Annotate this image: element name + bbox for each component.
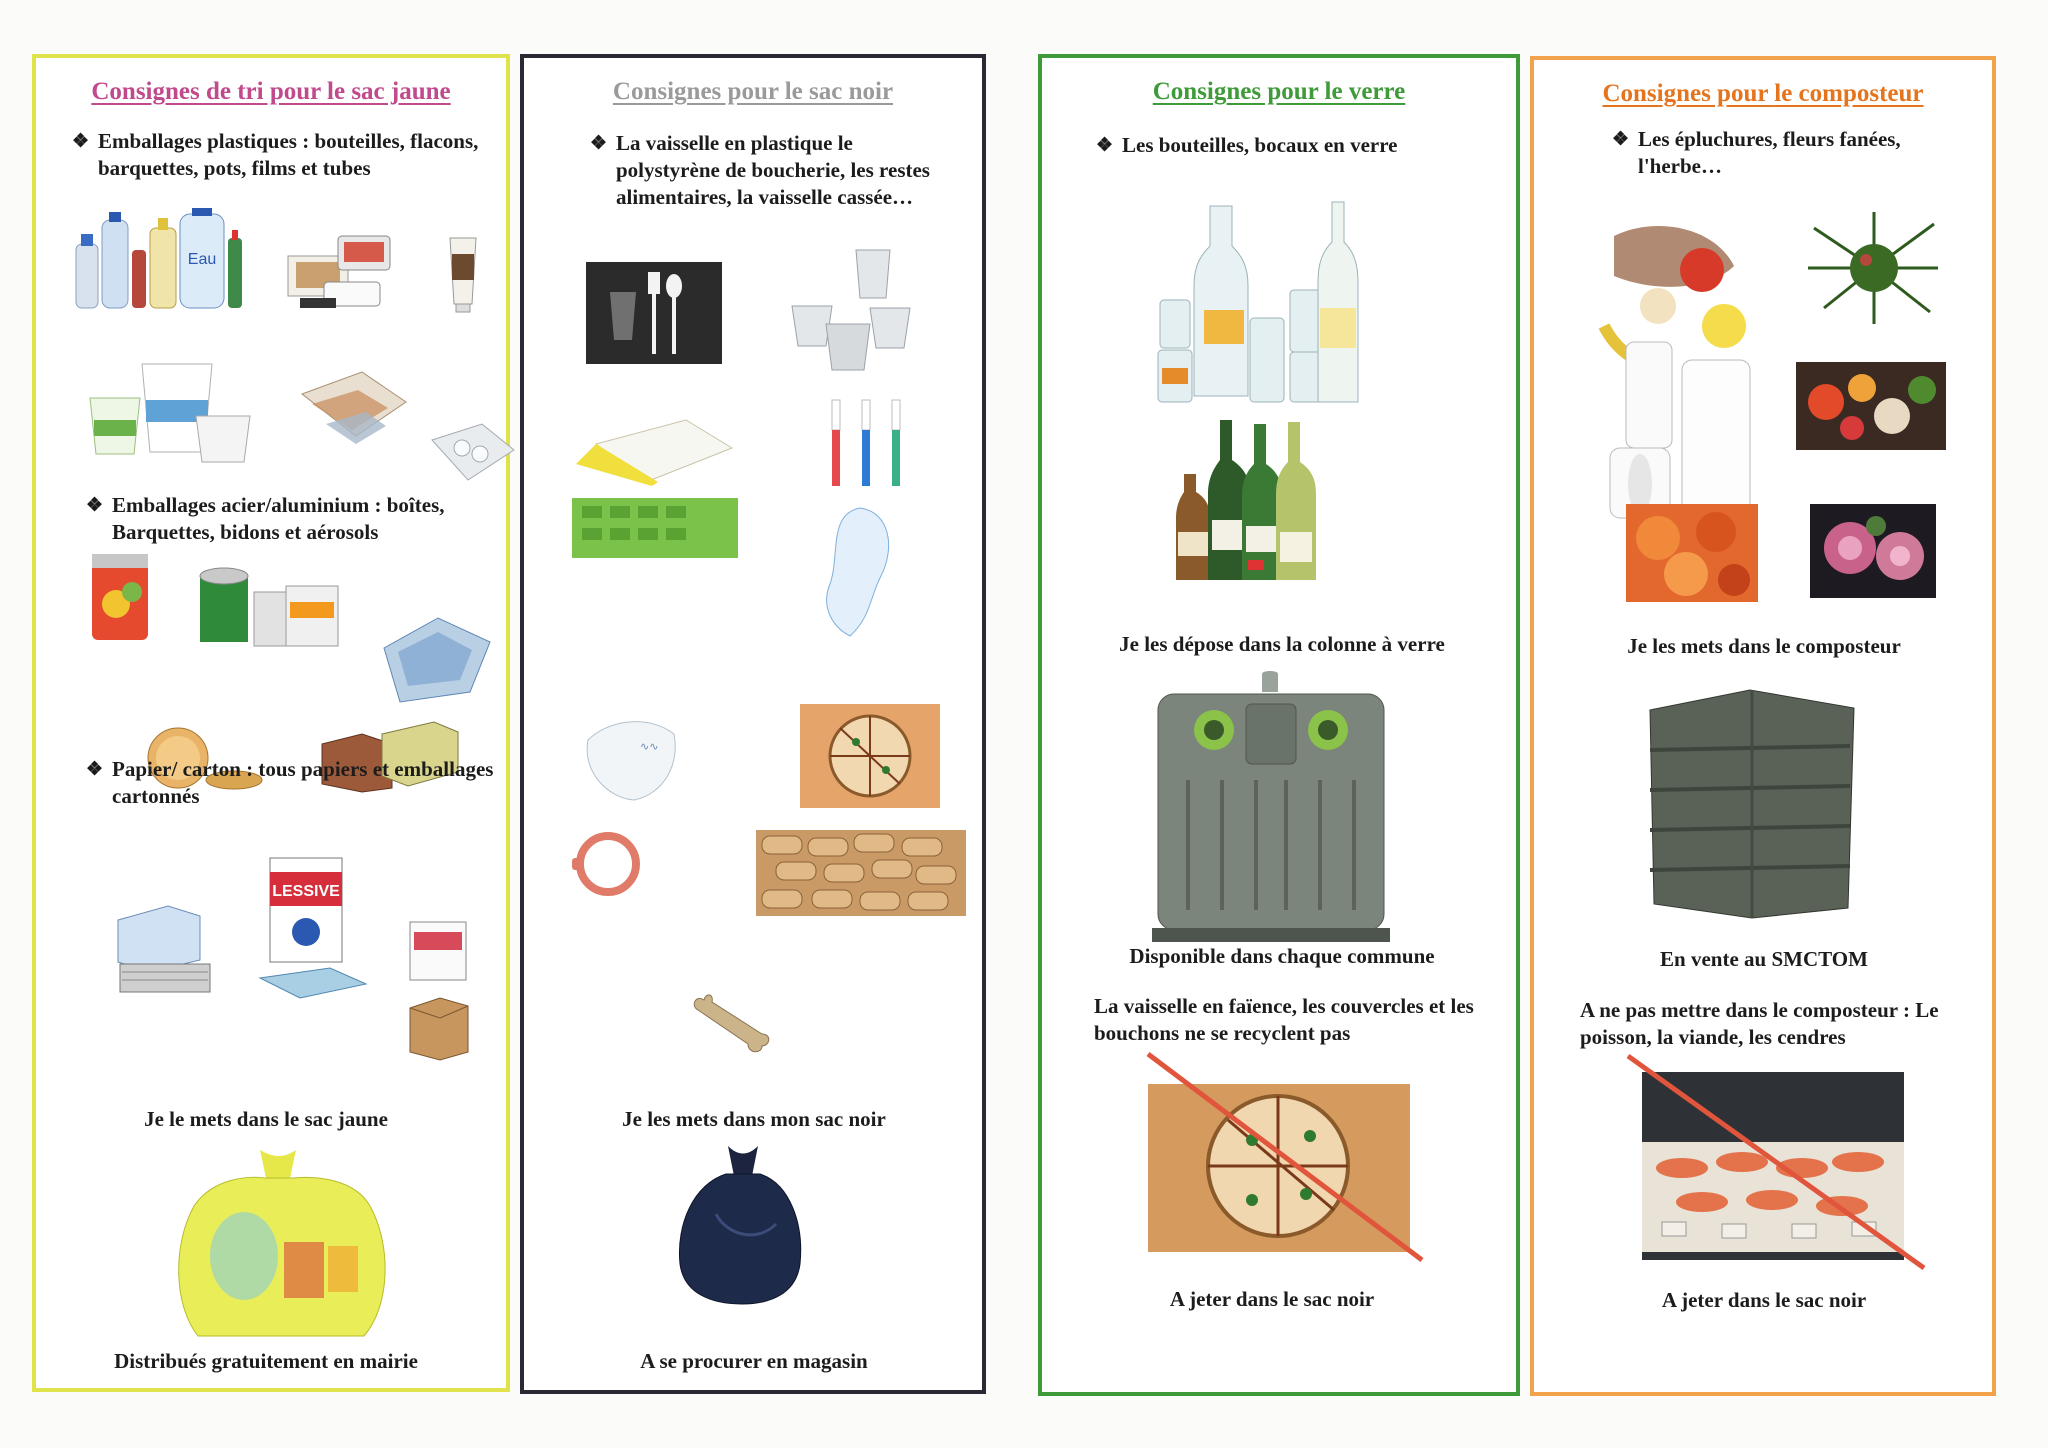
roses-image (1810, 504, 1936, 598)
blister-packs-image (428, 420, 518, 490)
title-composteur (1534, 80, 1992, 108)
bullet-icon: ❖ (590, 133, 608, 154)
vegetable-peelings-image (1796, 362, 1946, 450)
title-sac-noir: Consignes pour le sac noir (612, 78, 894, 105)
footer-sac-jaune: Distribués gratuitement en mairie (114, 1349, 418, 1373)
bullet-icon: ❖ (72, 131, 90, 152)
availability-verre: Disponible dans chaque commune (1129, 944, 1435, 968)
bone-image (690, 986, 782, 1056)
open-cans-image (194, 552, 344, 652)
grass-clippings-image (1804, 208, 1942, 328)
glass-container-image (1152, 670, 1390, 948)
footer-verre: A jeter dans le sac noir (1169, 1287, 1375, 1311)
instruction-sac-jaune: Je le mets dans le sac jaune (144, 1107, 388, 1131)
instruction-composteur: Je les mets dans le composteur (1627, 634, 1901, 658)
title-sac-jaune: Consignes de tri pour le sac jaune (91, 78, 451, 105)
yoghurt-pots-image (86, 354, 256, 470)
bullet-icon: ❖ (1612, 129, 1630, 150)
bullet-icon: ❖ (86, 759, 104, 780)
item-epluchures: ❖ Les épluchures, fleurs fanées, l'herbe… (1612, 127, 1901, 178)
instruction-verre: Je les dépose dans la colonne à verre (1119, 632, 1445, 656)
paper-towels-image (1596, 336, 1764, 524)
black-bag-image (676, 1144, 806, 1306)
cardboard-box-image (404, 916, 474, 1064)
item-papier-carton: ❖ Papier/ carton : tous papiers et emballages cartonnés (86, 757, 494, 808)
eau-label: Eau (187, 251, 217, 268)
composter-bin-image (1640, 686, 1862, 920)
yellow-bag-image (164, 1146, 396, 1342)
warning-composteur: A ne pas mettre dans le composteur : Le poisson, la viande, les cendres (1580, 998, 1939, 1049)
plastic-films-image (296, 364, 416, 454)
plastic-trays-image (284, 226, 394, 316)
footer-composteur: A jeter dans le sac noir (1661, 1288, 1867, 1312)
plastic-bottles-image (72, 208, 282, 314)
tin-can-image (86, 548, 154, 646)
sanitary-pad-image (816, 502, 906, 642)
plastic-cutlery-image (586, 262, 722, 364)
plastic-bag-image (578, 710, 684, 804)
lessive-box-image (250, 854, 376, 1014)
item-bouteilles-bocaux: ❖ Les bouteilles, bocaux en verre (1096, 133, 1398, 157)
item-vaisselle-plastique: ❖ La vaisselle en plastique le polystyrène de boucherie, les restes alimentaires, la vaisselle cassée… (590, 131, 930, 209)
faded-flowers-image (1626, 504, 1758, 602)
availability-composteur: En vente au SMCTOM (1660, 947, 1868, 971)
paper-packages-image (110, 876, 216, 996)
lessive-label: LESSIVE (272, 883, 340, 900)
item-emballages-plastiques: ❖ Emballages plastiques : bouteilles, flacons, barquettes, pots, films et tubes (72, 129, 479, 180)
bullet-icon: ❖ (1096, 135, 1114, 156)
toothbrushes-image (820, 396, 920, 490)
title-composteur-part2: le composteur (1774, 80, 1924, 107)
warning-verre: La vaisselle en faïence, les couvercles et les bouchons ne se recyclent pas (1094, 994, 1474, 1045)
jar-seal-image (570, 826, 640, 900)
broken-plate-image (800, 704, 940, 808)
panel-verre (1038, 54, 1520, 1396)
footer-sac-noir: A se procurer en magasin (640, 1349, 868, 1373)
tube-image (442, 234, 484, 314)
panel-sac-noir (520, 54, 986, 1394)
title-composteur-part1: Consignes pour (1602, 80, 1769, 107)
corks-image (756, 830, 966, 916)
panel-sac-jaune (32, 54, 510, 1392)
item-emballages-acier: ❖ Emballages acier/aluminium : boîtes, Barquettes, bidons et aérosols (86, 493, 445, 544)
prohibited-cross-icon (1624, 1052, 1928, 1272)
aluminium-trays-image (378, 608, 496, 704)
polystyrene-trays-image (566, 414, 744, 562)
prohibited-cross-icon (1146, 1052, 1426, 1264)
title-verre: Consignes pour le verre (1152, 78, 1406, 105)
plastic-cups-image (786, 246, 916, 378)
wine-bottles-image (1170, 414, 1328, 582)
bullet-icon: ❖ (86, 495, 104, 516)
svg-text:∿∿: ∿∿ (640, 741, 659, 753)
instruction-sac-noir: Je les mets dans mon sac noir (622, 1107, 886, 1131)
glass-jars-image (1154, 200, 1368, 406)
panel-composteur (1530, 56, 1996, 1396)
